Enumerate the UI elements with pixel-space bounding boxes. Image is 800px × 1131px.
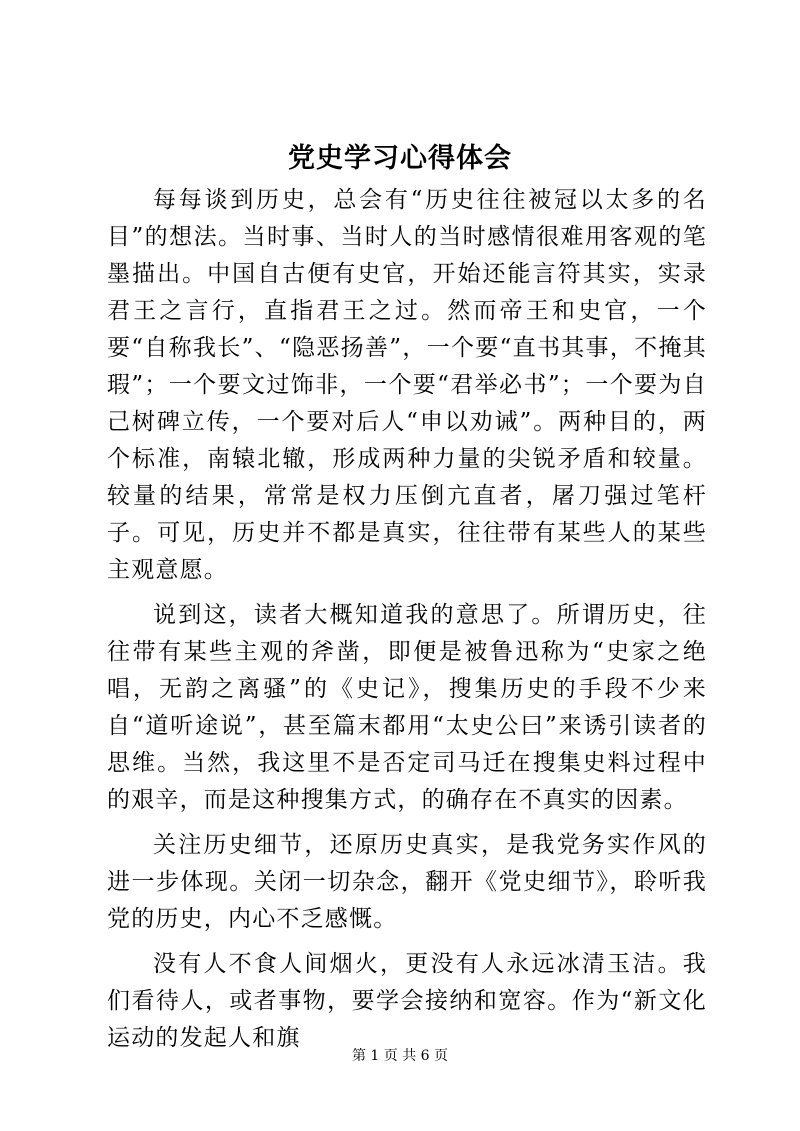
- paragraph-4: 没有人不食人间烟火，更没有人永远冰清玉洁。我们看待人，或者事物，要学会接纳和宽容。作为“新文化运动的发起人和旗: [107, 951, 707, 1051]
- document-title: 党史学习心得体会: [288, 143, 512, 174]
- paragraph-3: 关注历史细节，还原历史真实，是我党务实作风的进一步体现。关闭一切杂念，翻开《党史细节》，聆听我党的历史，内心不乏感慨。: [107, 832, 707, 932]
- paragraph-2: 说到这，读者大概知道我的意思了。所谓历史，往往带有某些主观的斧凿，即便是被鲁迅称为“史家之绝唱，无韵之离骚”的《史记》，搜集历史的手段不少来自“道听途说”，甚至篇末都用“太史公曰”来诱引读者的思维。当然，我这里不是否定司马迁在搜集史料过程中的艰辛，而是这种搜集方式，的确存在不真实的因素。: [107, 602, 707, 813]
- document-body: [107, 182, 707, 1065]
- page-footer: 第 1 页 共 6 页: [351, 1048, 449, 1064]
- paragraph-1: 每每谈到历史，总会有“历史往往被冠以太多的名目”的想法。当时事、当时人的当时感情很难用客观的笔墨描出。中国自古便有史官，开始还能言符其实，实录君王之言行，直指君王之过。然而帝王和史官，一个要“自称我长”、“隐恶扬善”，一个要“直书其事，不掩其瑕”；一个要文过饰非，一个要“君举必书”；一个要为自己树碑立传，一个要对后人“申以劝诫”。两种目的，两个标准，南辕北辙，形成两种力量的尖锐矛盾和较量。较量的结果，常常是权力压倒亢直者，屠刀强过笔杆子。可见，历史并不都是真实，往往带有某些人的某些主观意愿。: [107, 187, 707, 583]
